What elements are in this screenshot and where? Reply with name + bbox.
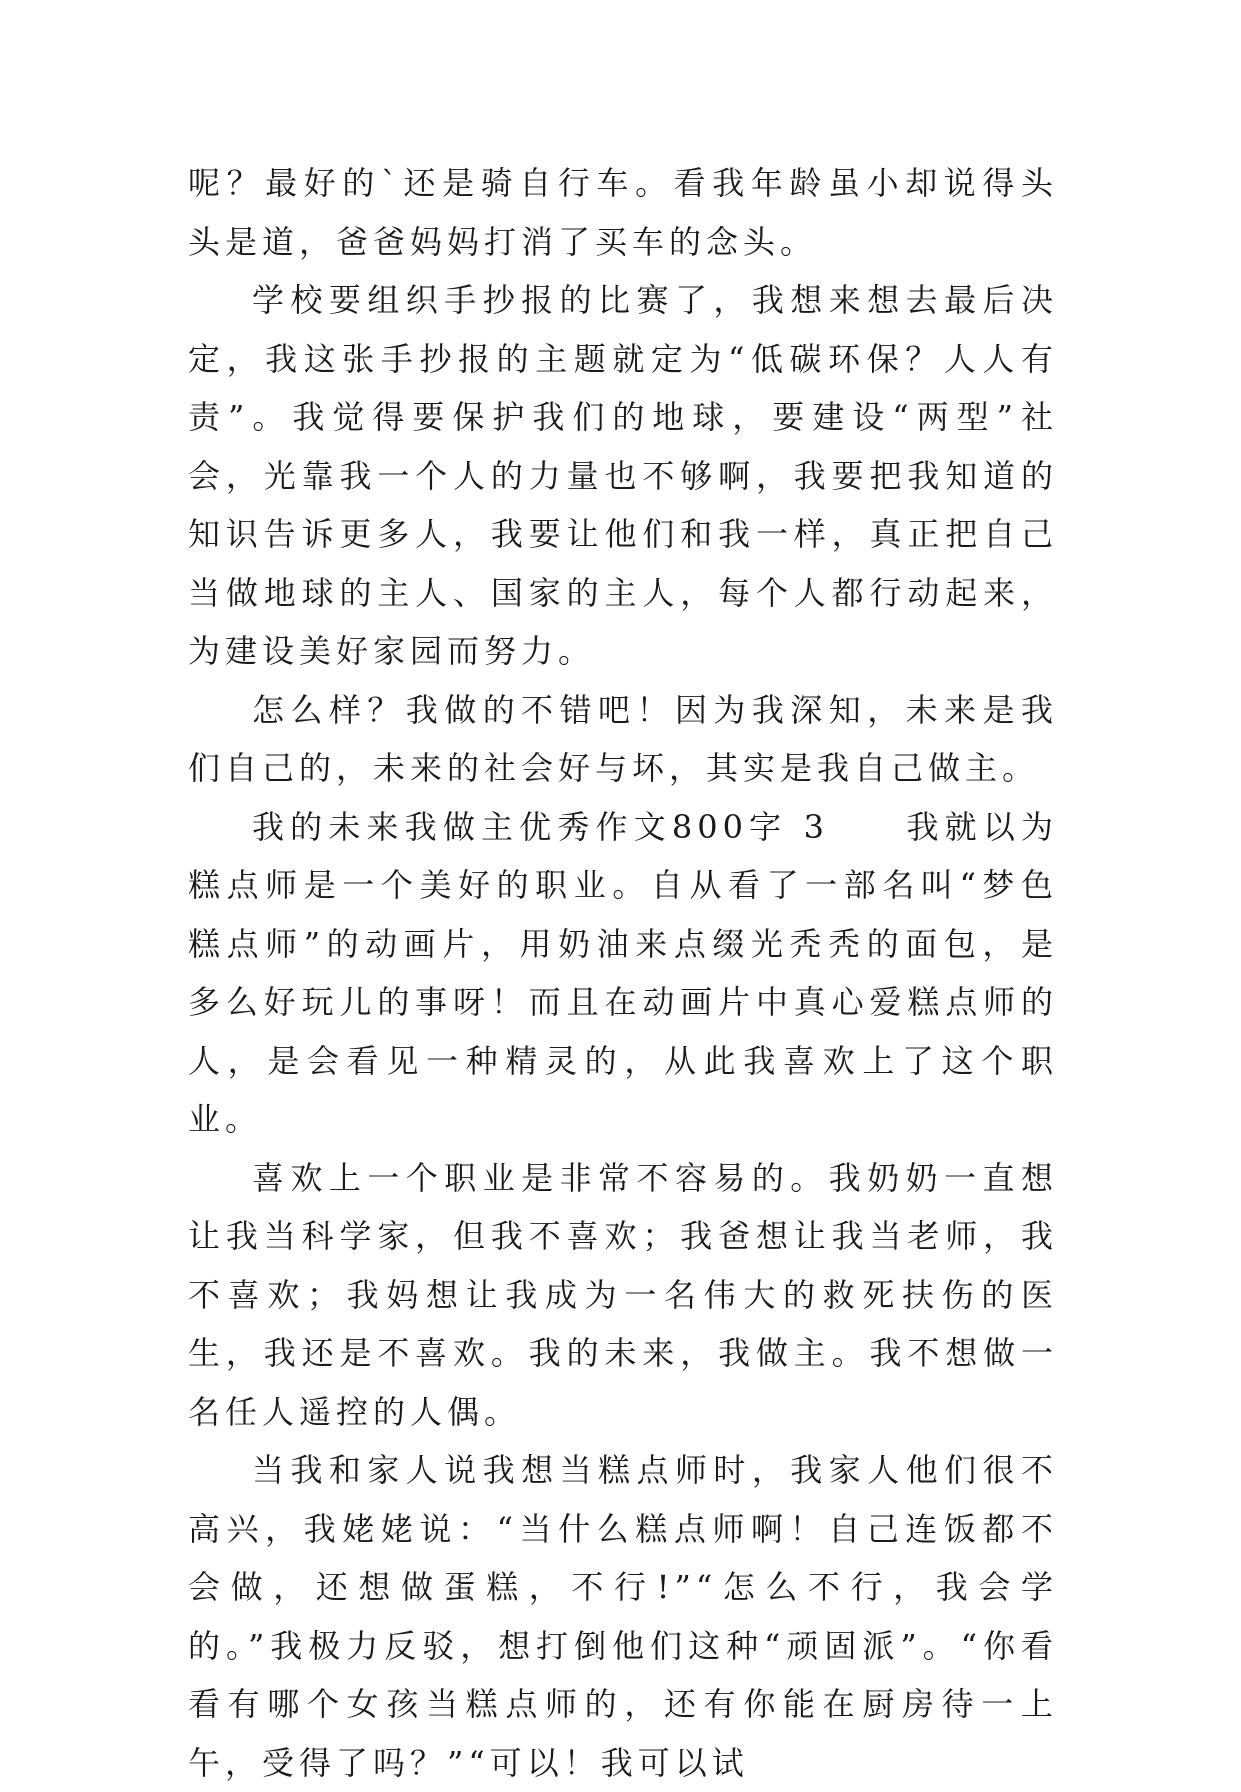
paragraph-4: 我的未来我做主优秀作文800字 3 我就以为糕点师是一个美好的职业。自从看了一部名叫“梦色糕点师”的动画片，用奶油来点缀光秃秃的面包，是多么好玩儿的事呀！而且在动画片中真心爱糕点师的人，是会看见一种精灵的，从此我喜欢上了这个职业。: [188, 807, 1058, 1138]
paragraph-6: 当我和家人说我想当糕点师时，我家人他们很不高兴，我姥姥说：“当什么糕点师啊！自己连饭都不会做，还想做蛋糕，不行!”“怎么不行，我会学的。”我极力反驳，想打倒他们这种“顽固派”。“你看看有哪个女孩当糕点师的，还有你能在厨房待一上午，受得了吗？”“可以！我可以试: [188, 1451, 1058, 1782]
paragraph-1: 呢？最好的`还是骑自行车。看我年龄虽小却说得头头是道，爸爸妈妈打消了买车的念头。: [188, 164, 1058, 261]
paragraph-3: 怎么样？我做的不错吧！因为我深知，未来是我们自己的，未来的社会好与坏，其实是我自己做主。: [188, 690, 1058, 787]
paragraph-2: 学校要组织手抄报的比赛了，我想来想去最后决定，我这张手抄报的主题就定为“低碳环保？人人有责”。我觉得要保护我们的地球，要建设“两型”社会，光靠我一个人的力量也不够啊，我要把我知道的知识告诉更多人，我要让他们和我一样，真正把自己当做地球的主人、国家的主人，每个人都行动起来，为建设美好家园而努力。: [188, 281, 1058, 670]
paragraph-5: 喜欢上一个职业是非常不容易的。我奶奶一直想让我当科学家，但我不喜欢；我爸想让我当老师，我不喜欢；我妈想让我成为一名伟大的救死扶伤的医生，我还是不喜欢。我的未来，我做主。我不想做一名任人遥控的人偶。: [188, 1158, 1058, 1431]
document-body: [188, 154, 1058, 1792]
